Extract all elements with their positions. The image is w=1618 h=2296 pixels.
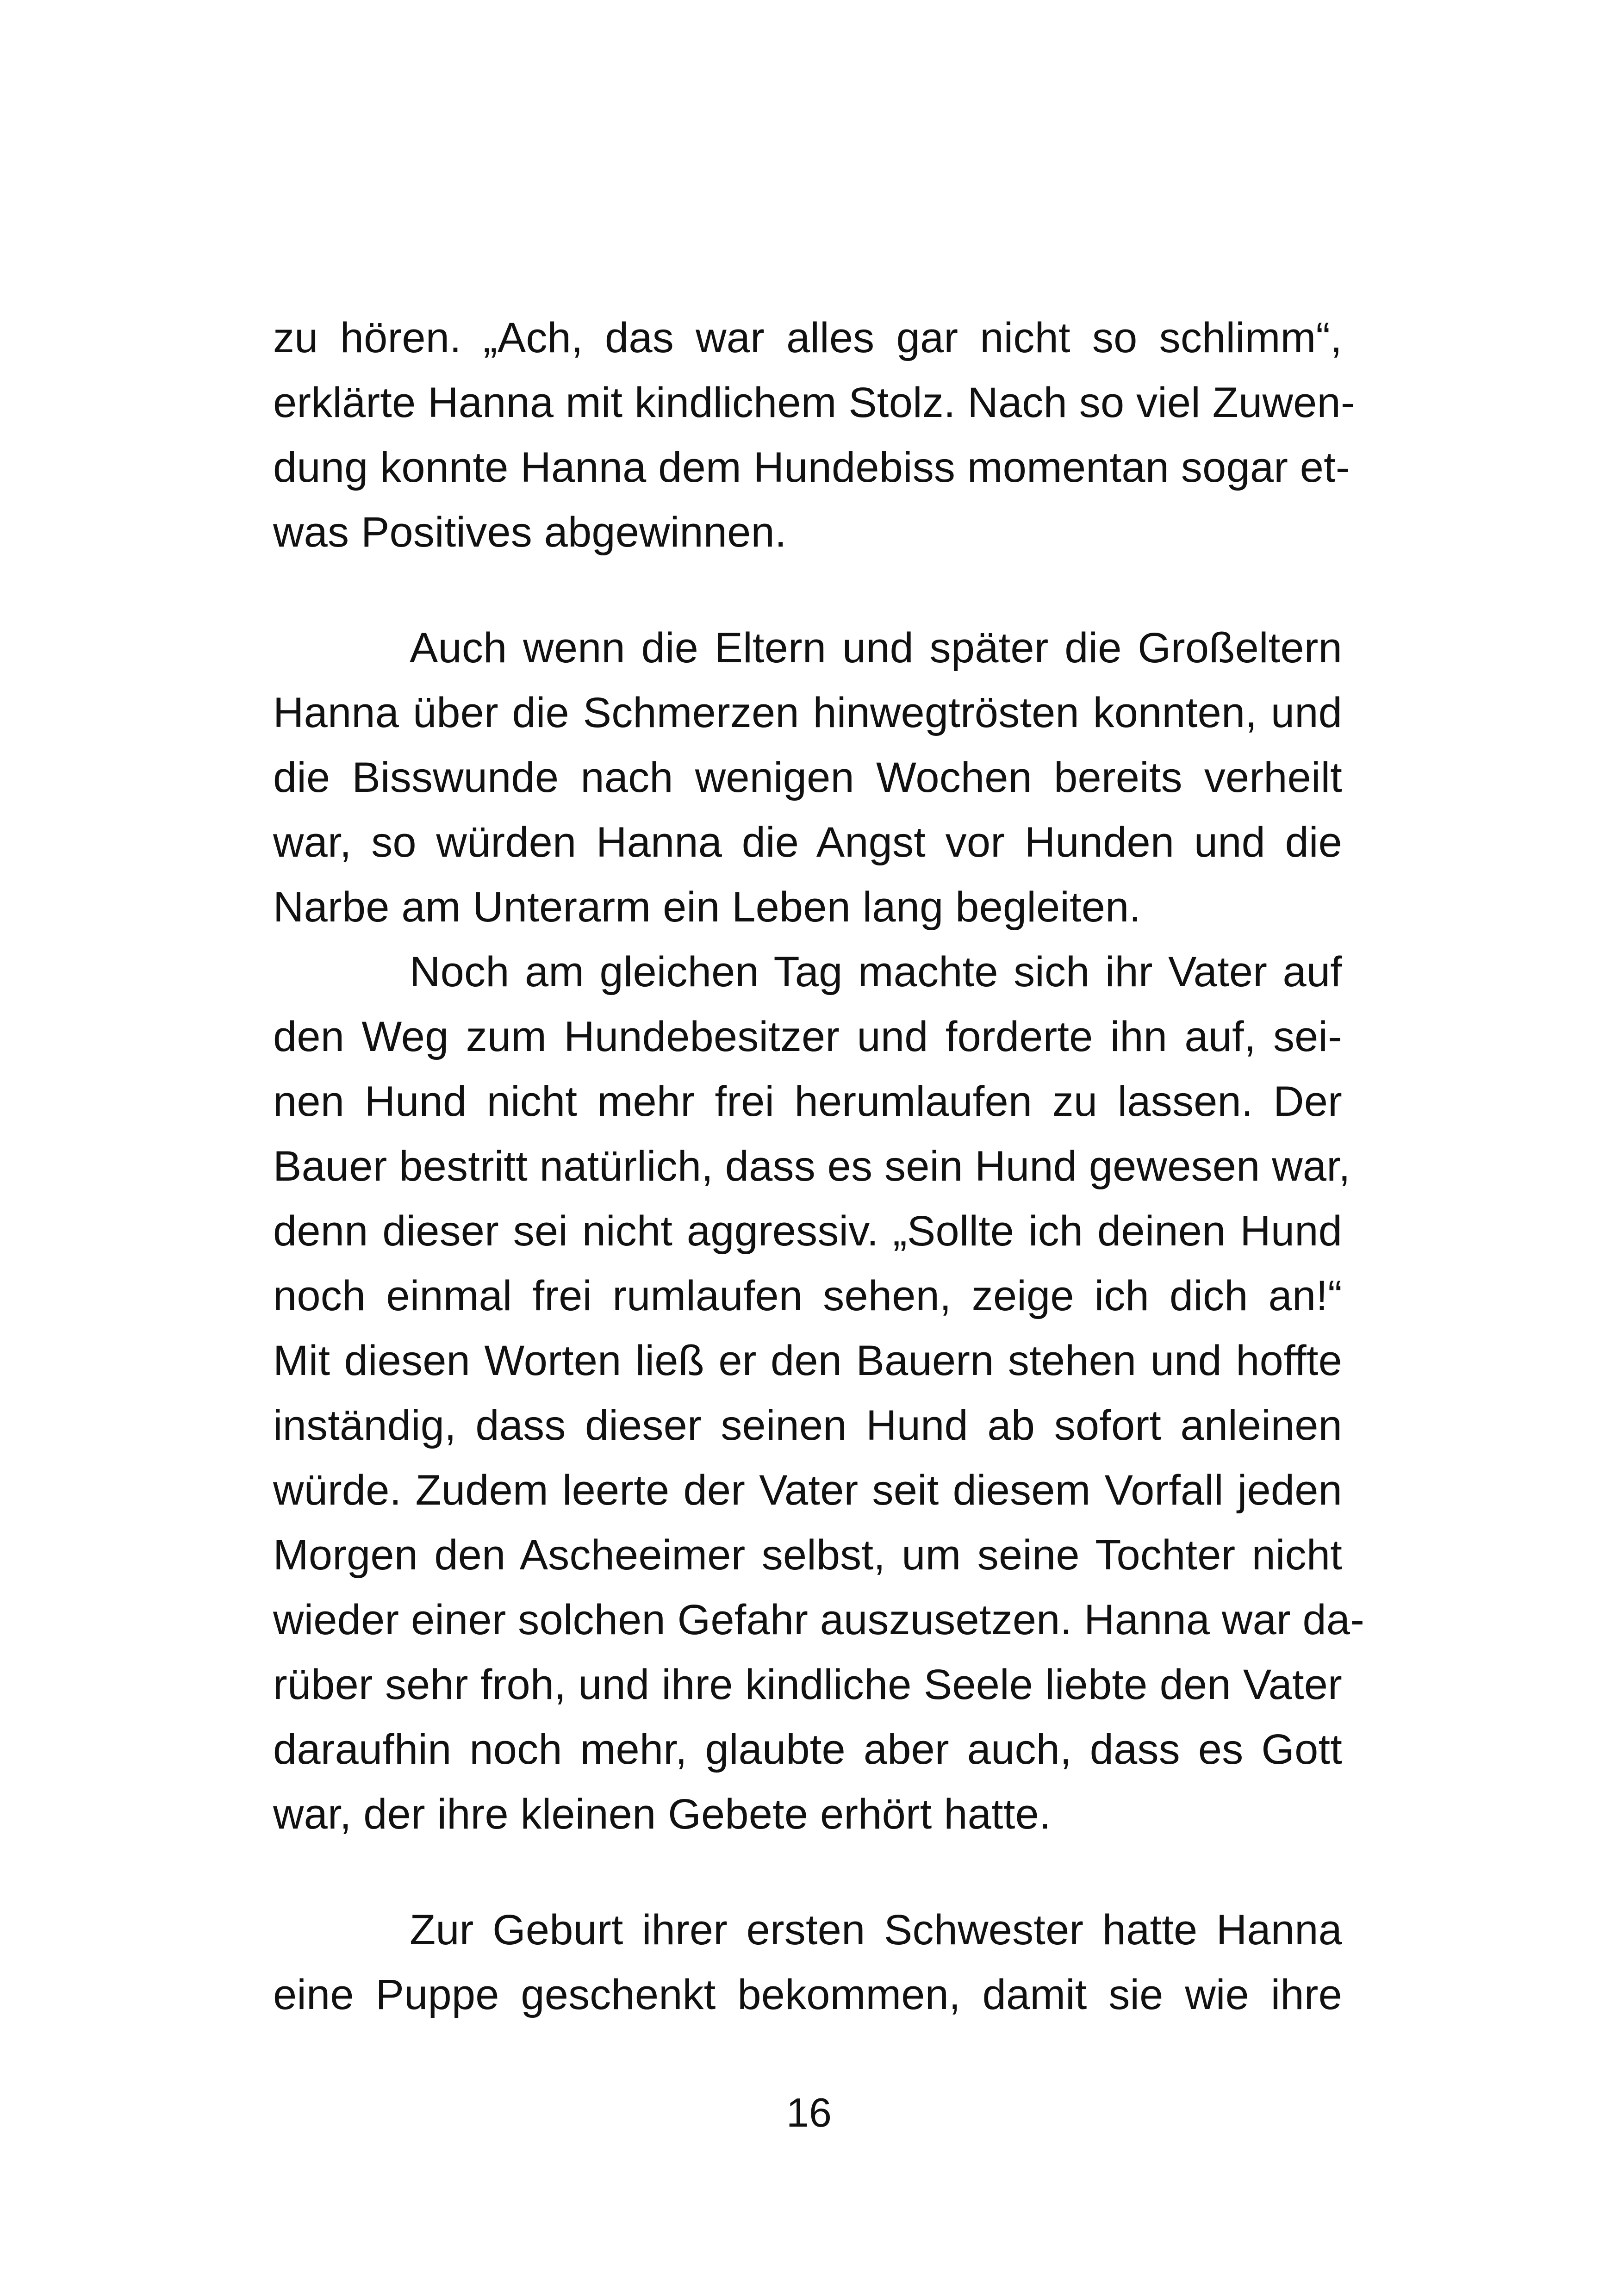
text-line: Zur Geburt ihrer ersten Schwester hatte Hanna: [410, 1906, 1342, 1954]
section-gap: [273, 565, 1342, 616]
text-line: Auch wenn die Eltern und später die Großeltern: [410, 624, 1342, 672]
text-line: war, so würden Hanna die Angst vor Hunden und die: [273, 819, 1342, 866]
text-line: rüber sehr froh, und ihre kindliche Seele liebte den Vater: [273, 1661, 1342, 1708]
text-line: denn dieser sei nicht aggressiv. „Sollte ich deinen Hund: [273, 1207, 1342, 1255]
text-line: was Positives abgewinnen.: [273, 509, 787, 556]
text-line: Noch am gleichen Tag machte sich ihr Vater auf: [410, 948, 1342, 996]
text-line: inständig, dass dieser seinen Hund ab sofort anleinen: [273, 1402, 1342, 1449]
text-line: würde. Zudem leerte der Vater seit diesem Vorfall jeden: [273, 1467, 1342, 1514]
text-line: nen Hund nicht mehr frei herumlaufen zu lassen. Der: [273, 1078, 1342, 1125]
page-number: 16: [786, 2090, 832, 2135]
paragraph-3: [273, 940, 1365, 1847]
text-line: Mit diesen Worten ließ er den Bauern stehen und hoffte: [273, 1337, 1342, 1384]
text-line: erklärte Hanna mit kindlichem Stolz. Nach so viel Zuwen-: [273, 379, 1355, 426]
text-line: Hanna über die Schmerzen hinwegtrösten konnten, und: [273, 689, 1342, 736]
text-line: Morgen den Ascheeimer selbst, um seine Tochter nicht: [273, 1531, 1342, 1579]
text-line: noch einmal frei rumlaufen sehen, zeige ich dich an!“: [273, 1272, 1342, 1319]
text-line: Narbe am Unterarm ein Leben lang begleiten.: [273, 884, 1141, 931]
text-line: wieder einer solchen Gefahr auszusetzen. Hanna war da-: [273, 1596, 1365, 1643]
text-line: daraufhin noch mehr, glaubte aber auch, dass es Gott: [273, 1726, 1342, 1773]
text-line: den Weg zum Hundebesitzer und forderte ihn auf, sei-: [273, 1013, 1342, 1060]
section-gap: [273, 1847, 1342, 1898]
paragraph-1: [273, 305, 1355, 565]
text-line: Bauer bestritt natürlich, dass es sein Hund gewesen war,: [273, 1143, 1350, 1190]
text-line: zu hören. „Ach, das war alles gar nicht so schlimm“,: [273, 314, 1342, 361]
paragraph-2: [273, 616, 1342, 940]
paragraph-4: [273, 1898, 1342, 2027]
text-line: die Bisswunde nach wenigen Wochen bereits verheilt: [273, 754, 1342, 801]
text-line: eine Puppe geschenkt bekommen, damit sie wie ihre: [273, 1971, 1342, 2018]
text-line: war, der ihre kleinen Gebete erhört hatte.: [273, 1791, 1051, 1838]
body-text: [273, 305, 1365, 2027]
text-line: dung konnte Hanna dem Hundebiss momentan sogar et-: [273, 444, 1350, 491]
